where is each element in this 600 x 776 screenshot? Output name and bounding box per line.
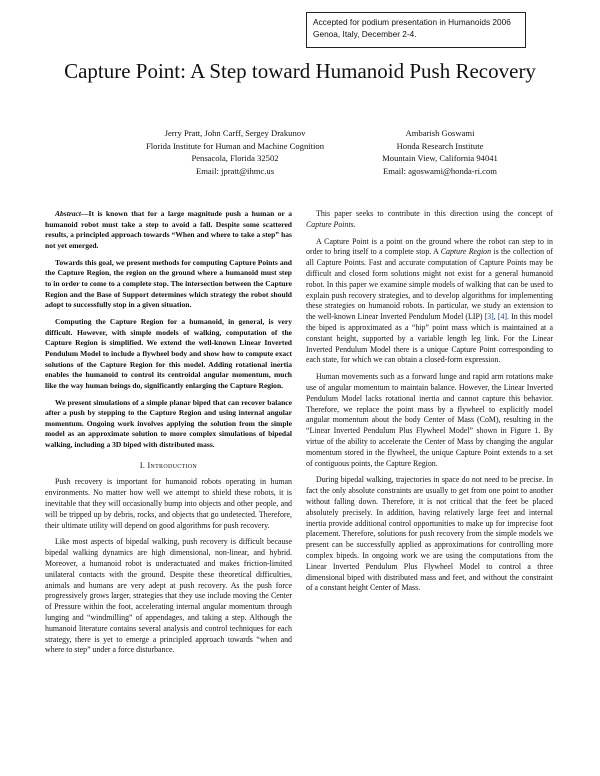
author-affiliation: Florida Institute for Human and Machine Cognition xyxy=(145,140,325,151)
introduction-body xyxy=(45,477,292,656)
body-paragraph: Push recovery is important for humanoid robots operating in human environments. No matter how well we attempt to shield these robots, it is inevitable that they will occasionally bump into objects and other people, and will be tripped up by debris, rocks, and objects that go undetected. Therefore, their ultimate utility will depend on good algorithms for push recovery. xyxy=(45,477,292,530)
notice-line-1: Accepted for podium presentation in Humanoids 2006 xyxy=(313,17,511,27)
author-city: Mountain View, California 94041 xyxy=(382,153,498,163)
citation-link-4[interactable]: [4] xyxy=(497,312,508,322)
acceptance-notice-box xyxy=(306,12,526,48)
body-paragraph: Human movements such as a forward lunge and rapid arm rotations make use of angular momentum to maintain balance. However, the Linear Inverted Pendulum Model lacks rotational inertia and cannot capture this behavior. Therefore, we replace the point mass by a flywheel to explicitly model angular momentum about the body Center of Mass (CoM), resulting in the “Linear Inverted Pendulum Plus Flywheel Model” shown in Figure 1. By virtue of the ability to accelerate the Center of Mass by changing the angular momentum stored in the flywheel, the unique Capture Point extends to a set of contiguous points, the Capture Region. xyxy=(306,372,553,468)
body-paragraph: During bipedal walking, trajectories in space do not need to be precise. In fact the only absolute constraints are usually to get from one point to another without falling down. Therefore, it is not critical that the feet be placed absolutely precisely. In addition, having relatively large feet and internal inertia provide additional control opportunities to make up for imprecise foot placement. Therefore, solutions for push recovery from the simple models we present can be successfully applied as approximations for controlling more complex bipeds. In ongoing work we are using the computations from the Linear Inverted Pendulum Plus Flywheel Model to control a three dimensional biped with distributed mass and feet, and without the constraint of a constant height Center of Mass. xyxy=(306,475,553,593)
author-block-ihmc xyxy=(130,127,340,177)
emphasis-text: Capture Points xyxy=(306,219,354,229)
abstract-paragraph xyxy=(45,209,292,252)
body-paragraph: Like most aspects of bipedal walking, push recovery is difficult because bipedal walking dynamics are high dimensional, non-linear, and hybrid. Moreover, a humanoid robot is underactuated and makes friction-limited unilateral contacts with the ground. Despite these theoretical difficulties, animals and humans are very adept at push recovery. As the push force progressively grows larger, strategies that they use include moving the Center of Pressure within the foot, accelerating internal angular momentum through lunging and “windmilling” of appendages, and taking a step. Although the humanoid literature contains several analysis and control techniques for each strategy, there is yet to emerge a principled approach towards “when and where to step” under a force disturbance. xyxy=(45,537,292,655)
author-names: Ambarish Goswami xyxy=(405,128,475,138)
emphasis-text: Capture Region xyxy=(440,247,492,257)
abstract-label: Abstract xyxy=(55,209,81,218)
abstract-paragraph: Computing the Capture Region for a humanoid, in general, is very difficult. However, with simple models of walking, computation of the Capture Region is simplified. We extend the well-known Linear Inverted Pendulum Model to include a flywheel body and show how to compute exact solutions of the Capture Region for this model. Adding rotational inertia enables the humanoid to control its centroidal angular momentum, much like the way human beings do, significantly enlarging the Capture Region. xyxy=(45,316,292,390)
abstract-paragraph: Towards this goal, we present methods for computing Capture Points and the Capture Region, the region on the ground where a humanoid must step to in order to come to a complete stop. The intersection between the Capture Region and the Base of Support determines which strategy the robot should adopt to successfully stop in a given situation. xyxy=(45,257,292,310)
notice-line-2: Genoa, Italy, December 2-4. xyxy=(313,29,417,39)
right-column xyxy=(306,209,553,600)
text-run: This paper seeks to contribute in this direction using the concept of xyxy=(316,209,553,218)
body-paragraph xyxy=(306,209,553,231)
abstract xyxy=(45,209,292,451)
author-email: Email: jpratt@ihmc.us xyxy=(195,165,275,176)
text-run: . xyxy=(353,219,356,229)
text-run: . In this model the biped is approximated as a “hip” point mass which is maintained at a constant height, supported by a variable length leg link. For the Linear Inverted Pendulum Model there is a unique Capture Point corresponding to each state, for which we can obtain a closed-form expression. xyxy=(306,312,553,365)
citation-link-3[interactable]: [3] xyxy=(484,312,494,322)
author-city: Pensacola, Florida 32502 xyxy=(191,153,279,163)
author-email: Email: agoswami@honda-ri.com xyxy=(383,165,497,176)
text-run: , xyxy=(493,312,498,322)
paper-title: Capture Point: A Step toward Humanoid Push Recovery xyxy=(64,59,536,83)
section-heading-introduction: I. Introduction xyxy=(139,460,198,470)
abstract-text: —It is known that for a large magnitude push a human or a humanoid robot must take a step to avoid a fall. Despite some scattered results, a principled approach towards “When and where to take a step” has not yet emerged. xyxy=(45,209,292,250)
left-column xyxy=(45,209,292,662)
author-affiliation: Honda Research Institute xyxy=(396,140,484,151)
abstract-paragraph: We present simulations of a simple planar biped that can recover balance after a push by stepping to the Capture Region and using internal angular momentum. Ongoing work involves applying the solution from the simple model as an approximate solution to more complex simulations of bipedal walking, including a 3D biped with distributed mass. xyxy=(45,397,292,450)
body-paragraph xyxy=(306,237,553,367)
author-names: Jerry Pratt, John Carff, Sergey Drakunov xyxy=(164,128,306,138)
text-run: A Capture Point is a point on the ground where the robot can step to in order to bring itself to a complete stop. A xyxy=(306,236,553,257)
text-run: is the collection of all Capture Points. Fast and accurate computation of Capture Points may be difficult and closed form solutions might not exist for a general humanoid robot. In this paper we examine simple models of walking that can be used to explain push recovery strategies, and to develop algorithms for implementing these strategies on humanoid robots. In particular, we study an extension to the well-known Linear Inverted Pendulum Model (LIP) xyxy=(306,247,553,322)
author-block-honda xyxy=(350,127,530,177)
